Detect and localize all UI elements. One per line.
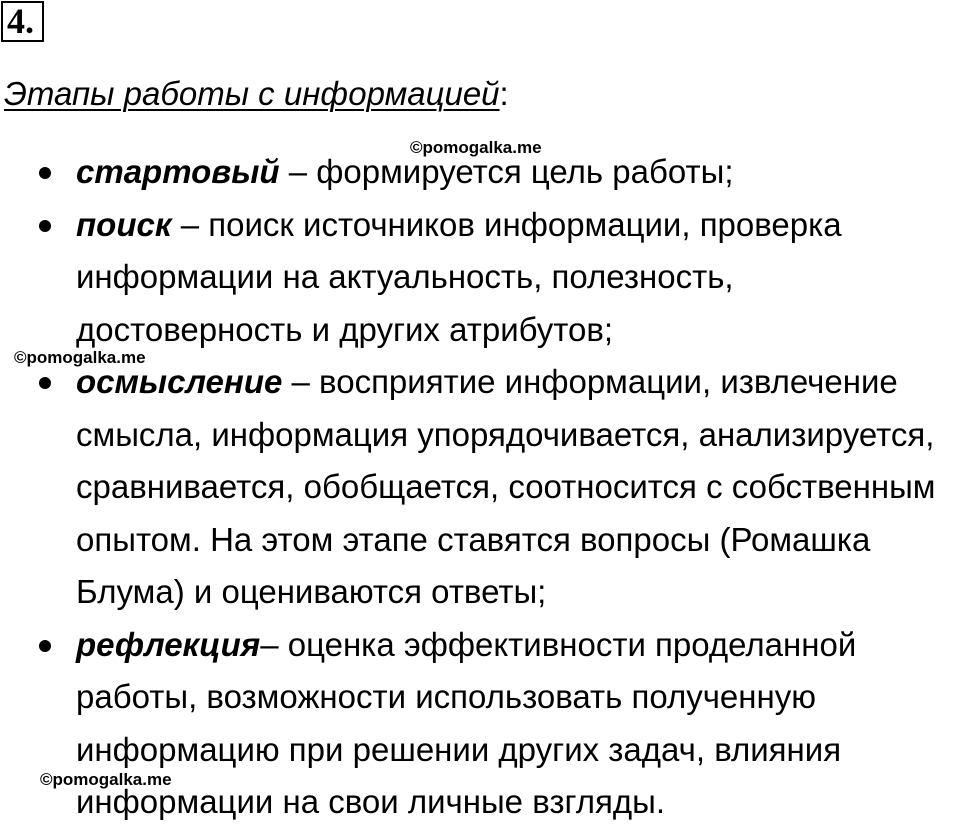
watermark: ©pomogalka.me bbox=[14, 348, 146, 367]
heading-text: Этапы работы с информацией bbox=[4, 75, 500, 112]
item-line: работы, возможности использовать полученную bbox=[76, 678, 816, 715]
item-line bbox=[76, 356, 960, 409]
item-line: информацию при решении других задач, влияния bbox=[76, 730, 842, 768]
item-line bbox=[76, 619, 960, 672]
heading-colon: : bbox=[499, 75, 509, 112]
item-line: опытом. На этом этапе ставятся вопросы (Ромашка bbox=[76, 520, 871, 558]
watermark: ©pomogalka.me bbox=[40, 770, 172, 789]
item-text: – поиск источников информации, проверка bbox=[171, 205, 842, 243]
list-item-search bbox=[0, 199, 960, 357]
watermark: ©pomogalka.me bbox=[410, 138, 542, 157]
term-reflection: рефлекция bbox=[76, 625, 261, 663]
bullet-icon bbox=[39, 167, 51, 179]
section-heading bbox=[4, 72, 509, 116]
item-text: – формируется цель работы; bbox=[279, 153, 734, 190]
item-line: информации на свои личные взгляды. bbox=[76, 783, 666, 820]
item-line: информации на актуальность, полезность, bbox=[76, 258, 734, 295]
item-line: сравнивается, обобщается, соотносится с собственным bbox=[76, 468, 936, 505]
item-line bbox=[76, 199, 960, 252]
item-line: достоверность и других атрибутов; bbox=[76, 310, 614, 348]
bullet-icon bbox=[39, 377, 51, 389]
list-item-reflection bbox=[0, 619, 960, 829]
item-line: Блума) и оцениваются ответы; bbox=[76, 573, 547, 610]
list-item-comprehension bbox=[0, 356, 960, 619]
term-start: стартовый bbox=[76, 153, 280, 190]
task-number: 4. bbox=[1, 1, 44, 42]
item-text: – оценка эффективности проделанной bbox=[260, 625, 857, 663]
item-line: смысла, информация упорядочивается, анализируется, bbox=[76, 415, 935, 453]
bullet-icon bbox=[39, 640, 51, 652]
stages-list bbox=[0, 146, 960, 829]
term-search: поиск bbox=[76, 205, 172, 243]
bullet-icon bbox=[39, 220, 51, 232]
item-text: – восприятие информации, извлечение bbox=[282, 363, 898, 400]
term-comprehension: осмысление bbox=[76, 363, 283, 400]
